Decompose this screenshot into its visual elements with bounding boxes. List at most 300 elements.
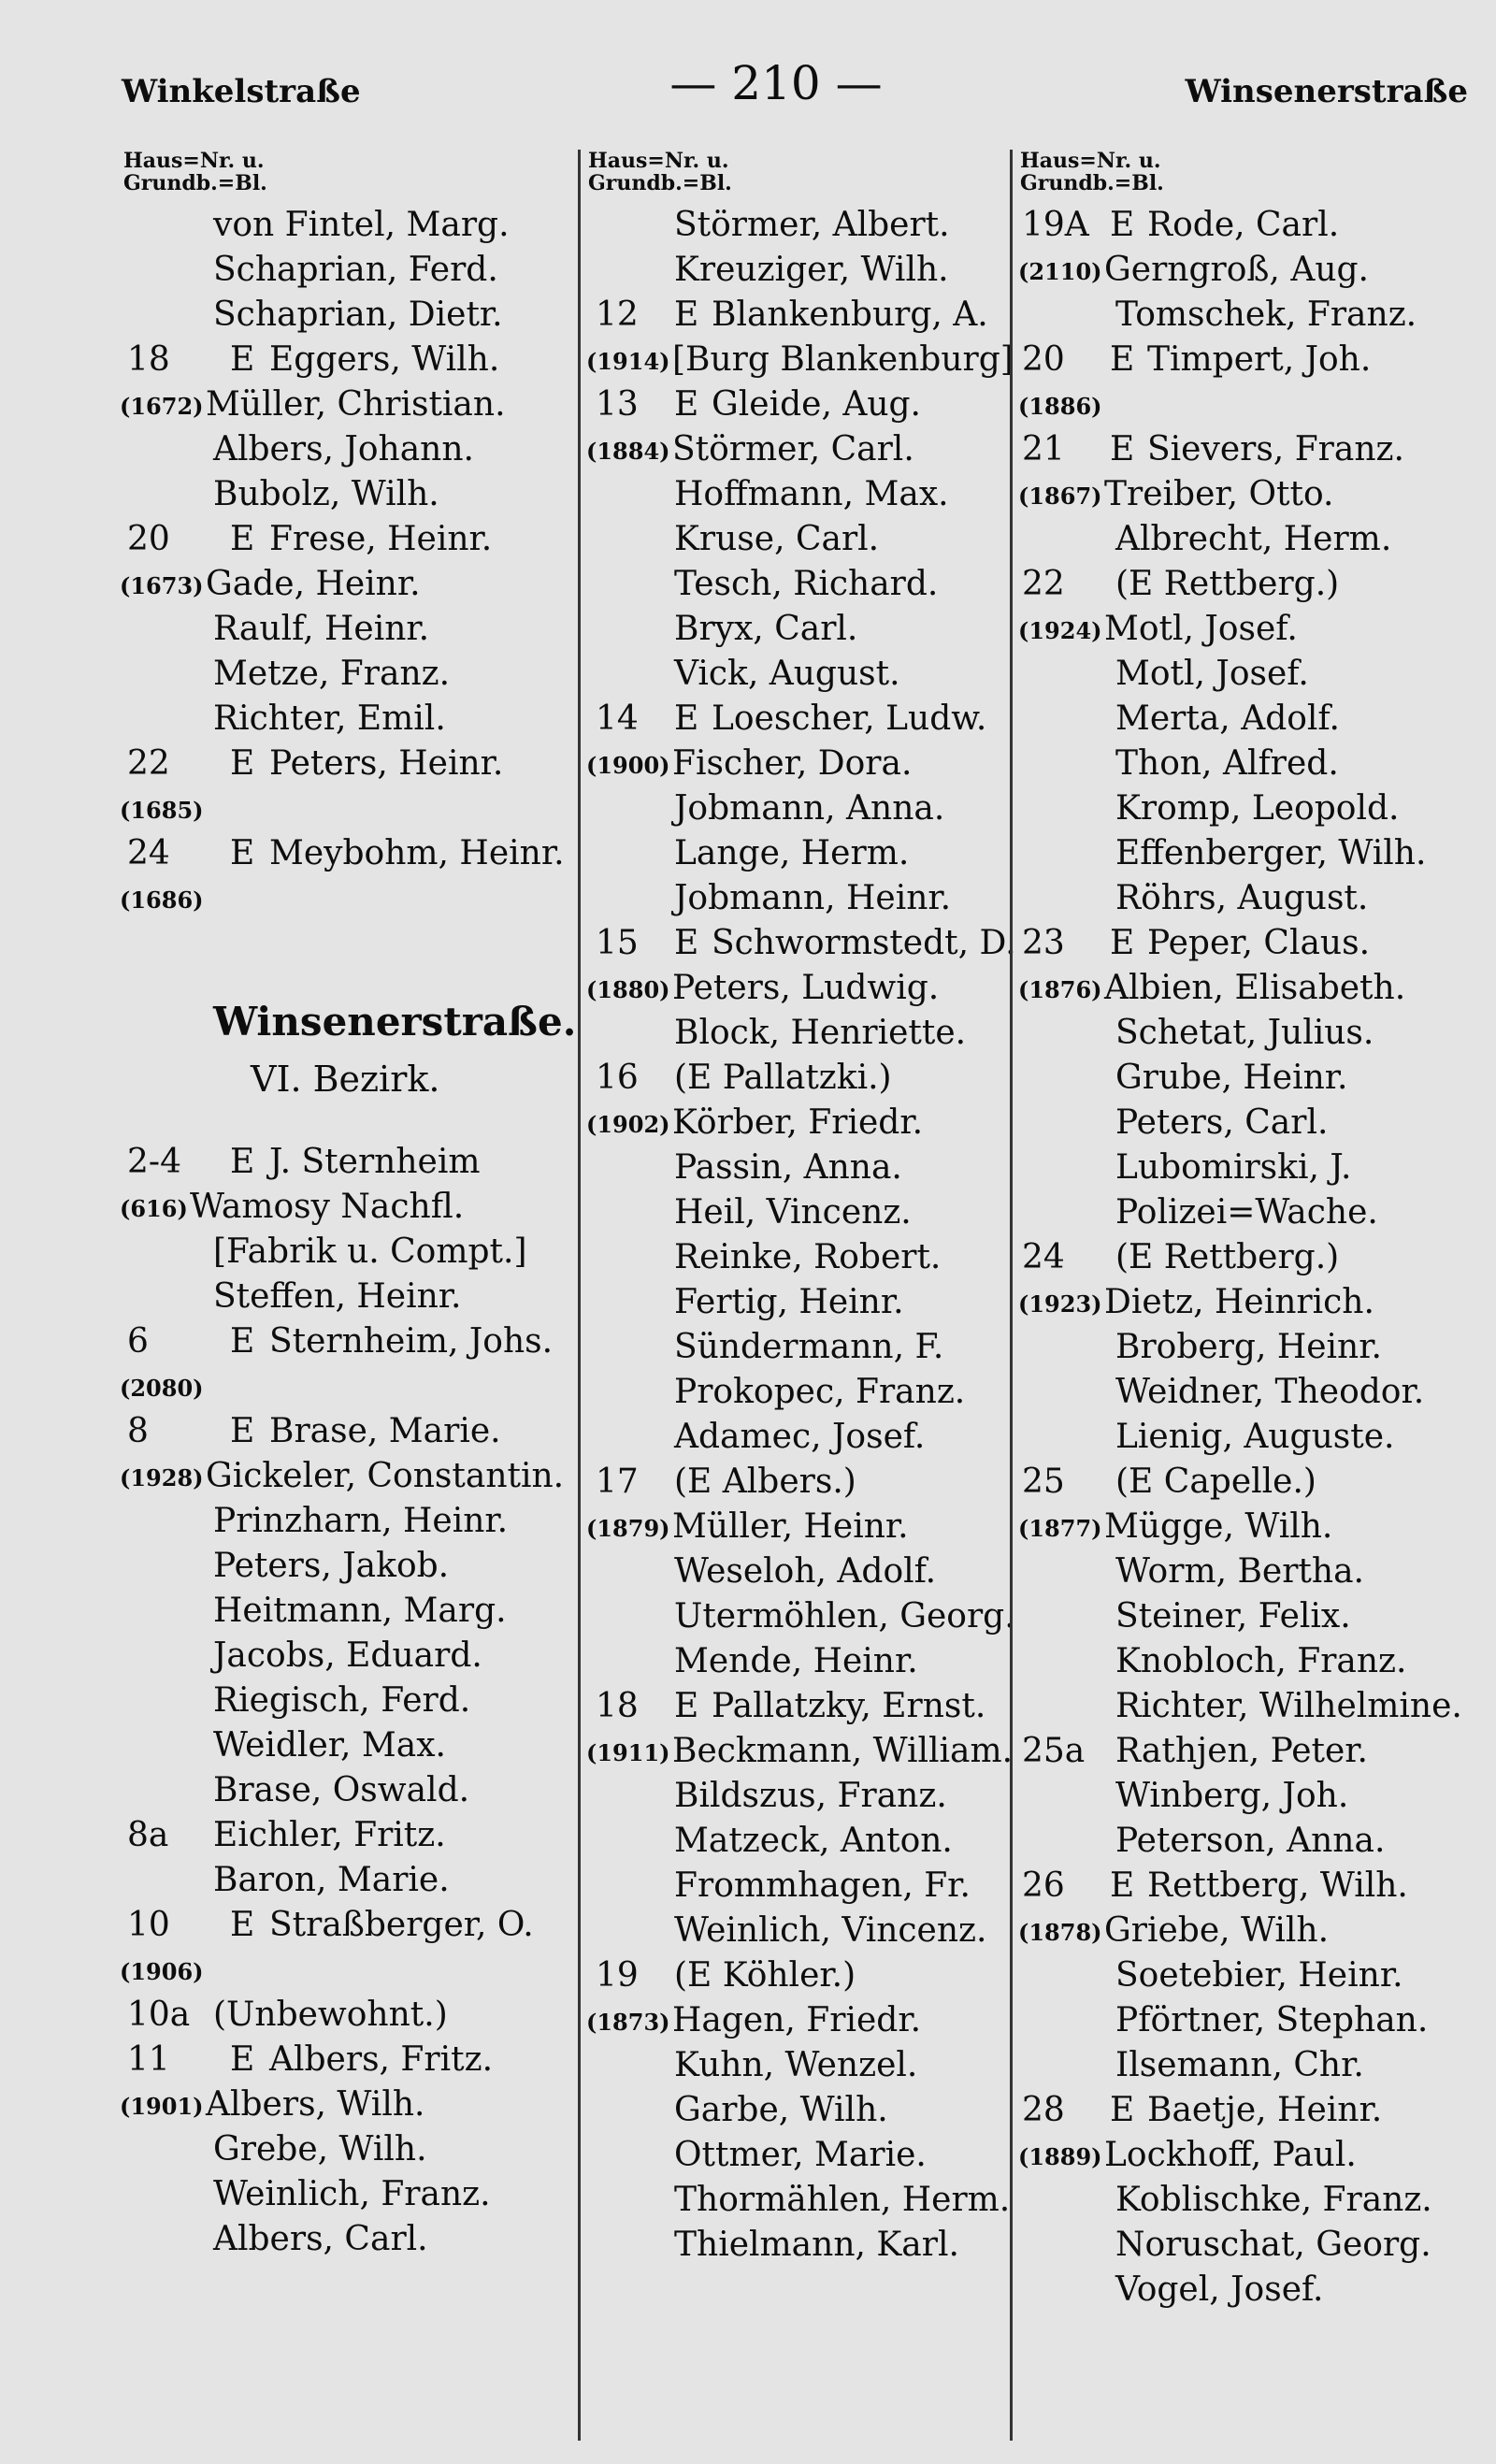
house-number: 12 xyxy=(596,295,639,334)
column-1-head-line1: Haus=Nr. u. xyxy=(123,149,265,173)
resident-name: Straßberger, O. xyxy=(269,1906,534,1944)
directory-entry xyxy=(1013,1547,1480,1592)
resident-name: Thormählen, Herm. xyxy=(674,2181,1011,2219)
resident-name: Grebe, Wilh. xyxy=(213,2130,427,2169)
page-number: — 210 — xyxy=(669,56,883,110)
directory-entry xyxy=(581,1592,1013,1636)
directory-entry xyxy=(120,1990,578,2035)
directory-entry xyxy=(581,1412,1013,1457)
directory-entry xyxy=(120,2080,578,2125)
house-number: 20 xyxy=(1022,340,1065,379)
directory-entry xyxy=(120,1317,578,1362)
land-register-number: (1902) xyxy=(586,1111,670,1138)
resident-name: Fischer, Dora. xyxy=(672,744,913,783)
house-number: 22 xyxy=(127,744,170,783)
header-right-street: Winsenerstraße xyxy=(1185,73,1468,110)
directory-entry xyxy=(1013,469,1480,514)
resident-name: Störmer, Albert. xyxy=(674,206,950,244)
house-number: 11 xyxy=(127,2040,170,2079)
house-number: 18 xyxy=(596,1687,639,1725)
land-register-number: (1672) xyxy=(120,393,204,420)
resident-name: Blankenburg, A. xyxy=(712,295,988,334)
house-number: 23 xyxy=(1022,924,1065,962)
directory-entry xyxy=(120,1362,578,1406)
directory-entry xyxy=(1013,1188,1480,1232)
resident-name: Albien, Elisabeth. xyxy=(1104,969,1406,1007)
owner-marker: E xyxy=(230,520,255,558)
house-number: 24 xyxy=(127,834,170,872)
resident-name: Bubolz, Wilh. xyxy=(213,475,439,513)
directory-entry xyxy=(120,649,578,694)
directory-entry xyxy=(1013,918,1480,963)
directory-entry xyxy=(1013,1726,1480,1771)
house-number: 15 xyxy=(596,924,639,962)
directory-entry xyxy=(1013,1143,1480,1188)
resident-name: Peters, Jakob. xyxy=(213,1547,450,1585)
directory-entry xyxy=(1013,1861,1480,1906)
directory-entry xyxy=(581,1771,1013,1816)
directory-entry xyxy=(581,245,1013,290)
column-3-head-line2: Grundb.=Bl. xyxy=(1020,171,1164,195)
land-register-number: (1673) xyxy=(120,572,204,599)
directory-entry xyxy=(1013,245,1480,290)
resident-name: Heil, Vincenz. xyxy=(674,1193,912,1232)
land-register-number: (2110) xyxy=(1018,258,1102,285)
land-register-number: (1886) xyxy=(1018,393,1102,420)
resident-name: Polizei=Wache. xyxy=(1115,1193,1378,1232)
resident-name: Rettberg, Wilh. xyxy=(1147,1866,1408,1905)
directory-entry xyxy=(1013,1636,1480,1681)
directory-entry xyxy=(581,290,1013,335)
owner-marker: E xyxy=(230,1906,255,1944)
resident-name: Noruschat, Georg. xyxy=(1115,2226,1431,2264)
resident-name: Prokopec, Franz. xyxy=(674,1373,966,1411)
directory-entry xyxy=(1013,1053,1480,1098)
owner-marker: E xyxy=(1110,1866,1135,1905)
land-register-number: (1928) xyxy=(120,1464,204,1491)
directory-entry xyxy=(581,784,1013,829)
directory-entry xyxy=(1013,1592,1480,1636)
directory-entry xyxy=(581,2085,1013,2130)
resident-name: Kruse, Carl. xyxy=(674,520,880,558)
directory-entry xyxy=(581,694,1013,739)
owner-marker: E xyxy=(230,1143,255,1181)
column-2 xyxy=(578,149,1016,2441)
directory-entry xyxy=(120,1182,578,1227)
resident-name: Loescher, Ludw. xyxy=(712,699,987,738)
directory-entry xyxy=(581,963,1013,1008)
directory-entry xyxy=(120,425,578,469)
resident-name: Peters, Heinr. xyxy=(269,744,504,783)
directory-entry xyxy=(581,1906,1013,1951)
directory-entry xyxy=(581,1008,1013,1053)
owner-marker: E xyxy=(230,340,255,379)
land-register-number: (1880) xyxy=(586,976,670,1003)
directory-entry xyxy=(581,1502,1013,1547)
land-register-number: (1878) xyxy=(1018,1919,1102,1946)
resident-name: Thielmann, Karl. xyxy=(674,2226,959,2264)
directory-entry xyxy=(1013,2040,1480,2085)
house-number: 25 xyxy=(1022,1463,1065,1501)
directory-entry xyxy=(120,604,578,649)
directory-entry xyxy=(120,2169,578,2214)
resident-name: Weseloh, Adolf. xyxy=(674,1552,937,1591)
resident-name: Koblischke, Franz. xyxy=(1115,2181,1432,2219)
directory-entry xyxy=(581,514,1013,559)
resident-name: Weinlich, Franz. xyxy=(213,2175,491,2213)
resident-name: Effenberger, Wilh. xyxy=(1115,834,1427,872)
directory-entry xyxy=(120,1855,578,1900)
resident-name: Müller, Heinr. xyxy=(672,1507,909,1546)
resident-name: (E Albers.) xyxy=(674,1463,856,1501)
directory-entry xyxy=(1013,1502,1480,1547)
section-district: VI. Bezirk. xyxy=(251,1059,440,1100)
house-number: 14 xyxy=(596,699,639,738)
directory-entry xyxy=(1013,335,1480,380)
owner-marker: E xyxy=(1110,924,1135,962)
house-number: 26 xyxy=(1022,1866,1065,1905)
owner-marker: E xyxy=(1110,206,1135,244)
directory-entry xyxy=(581,829,1013,873)
directory-entry xyxy=(120,1496,578,1541)
directory-entry xyxy=(581,1367,1013,1412)
resident-name: Pallatzky, Ernst. xyxy=(712,1687,986,1725)
land-register-number: (1686) xyxy=(120,886,204,914)
column-3-head-line1: Haus=Nr. u. xyxy=(1020,149,1161,173)
land-register-number: (1906) xyxy=(120,1958,204,1985)
land-register-number: (1901) xyxy=(120,2093,204,2120)
resident-name: Baetje, Heinr. xyxy=(1147,2091,1383,2129)
resident-name: Riegisch, Ferd. xyxy=(213,1681,471,1720)
directory-entry xyxy=(120,873,578,918)
resident-name: Rathjen, Peter. xyxy=(1115,1732,1368,1770)
directory-entry xyxy=(120,829,578,873)
resident-name: [Burg Blankenburg] xyxy=(672,340,1014,379)
directory-entry xyxy=(581,1457,1013,1502)
directory-entry xyxy=(120,1810,578,1855)
resident-name: Störmer, Carl. xyxy=(672,430,914,468)
house-number: 25a xyxy=(1022,1732,1086,1770)
resident-name: Frommhagen, Fr. xyxy=(674,1866,971,1905)
resident-name: Peper, Claus. xyxy=(1147,924,1371,962)
resident-name: Lubomirski, J. xyxy=(1115,1148,1352,1187)
resident-name: Weidner, Theodor. xyxy=(1115,1373,1425,1411)
directory-entry xyxy=(581,2040,1013,2085)
directory-entry xyxy=(581,2175,1013,2220)
resident-name: Peters, Ludwig. xyxy=(672,969,940,1007)
resident-name: Richter, Wilhelmine. xyxy=(1115,1687,1462,1725)
resident-name: Mügge, Wilh. xyxy=(1104,1507,1333,1546)
directory-entry xyxy=(1013,514,1480,559)
land-register-number: (1877) xyxy=(1018,1515,1102,1542)
resident-name: Müller, Christian. xyxy=(206,385,506,424)
directory-entry xyxy=(1013,1322,1480,1367)
directory-entry xyxy=(581,1861,1013,1906)
resident-name: Dietz, Heinrich. xyxy=(1104,1283,1374,1321)
resident-name: Baron, Marie. xyxy=(213,1861,450,1899)
resident-name: Bildszus, Franz. xyxy=(674,1777,947,1815)
directory-entry xyxy=(1013,2220,1480,2265)
directory-entry xyxy=(581,739,1013,784)
directory-entry xyxy=(1013,1232,1480,1277)
resident-name: Ilsemann, Chr. xyxy=(1115,2046,1364,2084)
resident-name: Peterson, Anna. xyxy=(1115,1822,1386,1860)
directory-entry xyxy=(581,1816,1013,1861)
directory-entry xyxy=(1013,1951,1480,1996)
directory-entry xyxy=(581,1726,1013,1771)
resident-name: Fertig, Heinr. xyxy=(674,1283,904,1321)
directory-entry xyxy=(120,739,578,784)
house-number: 18 xyxy=(127,340,170,379)
directory-entry xyxy=(1013,873,1480,918)
land-register-number: (1914) xyxy=(586,348,670,375)
directory-entry xyxy=(120,1631,578,1676)
resident-name: Schaprian, Ferd. xyxy=(213,251,498,289)
resident-name: Kuhn, Wenzel. xyxy=(674,2046,918,2084)
house-number: 17 xyxy=(596,1463,639,1501)
resident-name: Eggers, Wilh. xyxy=(269,340,500,379)
house-number: 13 xyxy=(596,385,639,424)
directory-entry xyxy=(1013,559,1480,604)
house-number: 21 xyxy=(1022,430,1065,468)
directory-entry xyxy=(120,1900,578,1945)
house-number: 2-4 xyxy=(127,1143,181,1181)
directory-entry xyxy=(581,1996,1013,2040)
directory-entry xyxy=(581,604,1013,649)
resident-name: Eichler, Fritz. xyxy=(213,1816,446,1854)
directory-entry xyxy=(581,649,1013,694)
resident-name: Röhrs, August. xyxy=(1115,879,1369,917)
resident-name: Ottmer, Marie. xyxy=(674,2136,927,2174)
land-register-number: (1900) xyxy=(586,752,670,779)
land-register-number: (2080) xyxy=(120,1375,204,1402)
house-number: 20 xyxy=(127,520,170,558)
directory-entry xyxy=(581,1098,1013,1143)
directory-entry xyxy=(120,2125,578,2169)
resident-name: Meybohm, Heinr. xyxy=(269,834,565,872)
directory-entry xyxy=(120,1945,578,1990)
resident-name: Tesch, Richard. xyxy=(674,565,939,603)
directory-entry xyxy=(1013,1457,1480,1502)
resident-name: Gickeler, Constantin. xyxy=(206,1457,565,1495)
house-number: 24 xyxy=(1022,1238,1065,1276)
resident-name: Raulf, Heinr. xyxy=(213,610,430,648)
directory-entry xyxy=(1013,1367,1480,1412)
directory-entry xyxy=(1013,963,1480,1008)
directory-entry xyxy=(1013,1996,1480,2040)
house-number: 28 xyxy=(1022,2091,1065,2129)
resident-name: Mende, Heinr. xyxy=(674,1642,918,1680)
resident-name: Matzeck, Anton. xyxy=(674,1822,953,1860)
page-header xyxy=(0,56,1496,122)
directory-entry xyxy=(120,335,578,380)
directory-entry xyxy=(120,1451,578,1496)
resident-name: Weidler, Max. xyxy=(213,1726,446,1765)
directory-entry xyxy=(120,1676,578,1721)
resident-name: Sievers, Franz. xyxy=(1147,430,1404,468)
house-number: 16 xyxy=(596,1059,639,1097)
resident-name: Lienig, Auguste. xyxy=(1115,1418,1395,1456)
resident-name: Körber, Friedr. xyxy=(672,1103,924,1142)
directory-entry xyxy=(581,1322,1013,1367)
land-register-number: (1911) xyxy=(586,1739,670,1766)
directory-entry xyxy=(581,469,1013,514)
directory-entry xyxy=(1013,2130,1480,2175)
resident-name: Knobloch, Franz. xyxy=(1115,1642,1407,1680)
resident-name: Worm, Bertha. xyxy=(1115,1552,1364,1591)
resident-name: (E Rettberg.) xyxy=(1115,565,1340,603)
resident-name: Schwormstedt, D. xyxy=(712,924,1016,962)
land-register-number: (1924) xyxy=(1018,617,1102,644)
resident-name: Motl, Josef. xyxy=(1115,655,1309,693)
resident-name: von Fintel, Marg. xyxy=(213,206,510,244)
resident-name: Motl, Josef. xyxy=(1104,610,1298,648)
directory-entry xyxy=(1013,1816,1480,1861)
directory-entry xyxy=(120,290,578,335)
header-left-street: Winkelstraße xyxy=(122,73,361,110)
house-number: 10 xyxy=(127,1906,170,1944)
directory-entry xyxy=(120,2214,578,2259)
resident-name: Albers, Carl. xyxy=(213,2220,428,2258)
directory-entry xyxy=(581,1143,1013,1188)
resident-name: Albers, Wilh. xyxy=(206,2085,425,2124)
column-1-head-line2: Grundb.=Bl. xyxy=(123,171,267,195)
land-register-number: (1873) xyxy=(586,2009,670,2036)
resident-name: (E Rettberg.) xyxy=(1115,1238,1340,1276)
resident-name: Thon, Alfred. xyxy=(1115,744,1339,783)
directory-entry xyxy=(1013,425,1480,469)
resident-name: Merta, Adolf. xyxy=(1115,699,1340,738)
resident-name: Steffen, Heinr. xyxy=(213,1277,462,1316)
resident-name: Soetebier, Heinr. xyxy=(1115,1956,1403,1995)
resident-name: Sündermann, F. xyxy=(674,1328,944,1366)
resident-name: Kreuziger, Wilh. xyxy=(674,251,949,289)
house-number: 19 xyxy=(596,1956,639,1995)
resident-name: Beckmann, William. xyxy=(672,1732,1014,1770)
resident-name: Griebe, Wilh. xyxy=(1104,1911,1330,1950)
directory-entry xyxy=(1013,829,1480,873)
house-number: 19A xyxy=(1022,206,1089,244)
directory-entry xyxy=(581,380,1013,425)
resident-name: Schaprian, Dietr. xyxy=(213,295,503,334)
directory-entry xyxy=(581,1636,1013,1681)
directory-entry xyxy=(1013,1771,1480,1816)
directory-entry xyxy=(120,200,578,245)
directory-entry xyxy=(120,514,578,559)
resident-name: Garbe, Wilh. xyxy=(674,2091,888,2129)
resident-name: Winberg, Joh. xyxy=(1115,1777,1349,1815)
house-number: 22 xyxy=(1022,565,1065,603)
resident-name: (Unbewohnt.) xyxy=(213,1996,448,2034)
column-1-entries xyxy=(120,200,578,918)
resident-name: Grube, Heinr. xyxy=(1115,1059,1348,1097)
owner-marker: E xyxy=(674,385,699,424)
directory-entry xyxy=(1013,649,1480,694)
directory-entry xyxy=(120,469,578,514)
column-1-entries-b xyxy=(120,1137,578,2259)
resident-name: Prinzharn, Heinr. xyxy=(213,1502,509,1540)
directory-entry xyxy=(120,245,578,290)
owner-marker: E xyxy=(230,744,255,783)
resident-name: (E Köhler.) xyxy=(674,1956,856,1995)
owner-marker: E xyxy=(1110,430,1135,468)
directory-entry xyxy=(581,1053,1013,1098)
directory-entry xyxy=(1013,739,1480,784)
resident-name: Passin, Anna. xyxy=(674,1148,902,1187)
land-register-number: (1867) xyxy=(1018,483,1102,510)
directory-entry xyxy=(581,1277,1013,1322)
owner-marker: E xyxy=(1110,340,1135,379)
resident-name: Lockhoff, Paul. xyxy=(1104,2136,1357,2174)
directory-entry xyxy=(1013,2085,1480,2130)
resident-name: Timpert, Joh. xyxy=(1147,340,1372,379)
land-register-number: (1923) xyxy=(1018,1290,1102,1318)
resident-name: Lange, Herm. xyxy=(674,834,910,872)
owner-marker: E xyxy=(230,2040,255,2079)
owner-marker: E xyxy=(1110,2091,1135,2129)
house-number: 6 xyxy=(127,1322,149,1361)
directory-entry xyxy=(581,425,1013,469)
resident-name: Gade, Heinr. xyxy=(206,565,421,603)
resident-name: Reinke, Robert. xyxy=(674,1238,942,1276)
resident-name: Wamosy Nachfl. xyxy=(190,1188,465,1226)
resident-name: Richter, Emil. xyxy=(213,699,446,738)
house-number: 8 xyxy=(127,1412,149,1450)
directory-entry xyxy=(581,873,1013,918)
resident-name: (E Capelle.) xyxy=(1115,1463,1316,1501)
resident-name: Jacobs, Eduard. xyxy=(213,1636,482,1675)
resident-name: Tomschek, Franz. xyxy=(1115,295,1417,334)
resident-name: Block, Henriette. xyxy=(674,1014,967,1052)
directory-entry xyxy=(120,1227,578,1272)
directory-entry xyxy=(1013,290,1480,335)
directory-entry xyxy=(581,200,1013,245)
owner-marker: E xyxy=(230,1412,255,1450)
resident-name: Peters, Carl. xyxy=(1115,1103,1329,1142)
directory-entry xyxy=(120,2035,578,2080)
resident-name: Utermöhlen, Georg. xyxy=(674,1597,1015,1635)
section-title: Winsenerstraße. xyxy=(213,999,577,1045)
resident-name: Metze, Franz. xyxy=(213,655,451,693)
column-2-head-line1: Haus=Nr. u. xyxy=(588,149,729,173)
directory-entry xyxy=(120,1765,578,1810)
directory-entry xyxy=(120,1541,578,1586)
resident-name: Vogel, Josef. xyxy=(1115,2270,1324,2309)
directory-entry xyxy=(1013,694,1480,739)
directory-entry xyxy=(120,784,578,829)
directory-entry xyxy=(120,1272,578,1317)
resident-name: Vick, August. xyxy=(674,655,900,693)
directory-entry xyxy=(1013,1412,1480,1457)
resident-name: Weinlich, Vincenz. xyxy=(674,1911,987,1950)
resident-name: Kromp, Leopold. xyxy=(1115,789,1400,828)
directory-entry xyxy=(581,1547,1013,1592)
resident-name: Brase, Oswald. xyxy=(213,1771,470,1809)
resident-name: Hoffmann, Max. xyxy=(674,475,949,513)
land-register-number: (616) xyxy=(120,1195,188,1222)
directory-entry xyxy=(120,1137,578,1182)
resident-name: Adamec, Josef. xyxy=(674,1418,926,1456)
directory-entry xyxy=(1013,1681,1480,1726)
resident-name: J. Sternheim xyxy=(269,1143,481,1181)
directory-entry xyxy=(120,694,578,739)
directory-entry xyxy=(1013,1098,1480,1143)
resident-name: Hagen, Friedr. xyxy=(672,2001,922,2039)
land-register-number: (1685) xyxy=(120,797,204,824)
section-heading xyxy=(120,918,578,1131)
resident-name: Bryx, Carl. xyxy=(674,610,858,648)
resident-name: Sternheim, Johs. xyxy=(269,1322,554,1361)
